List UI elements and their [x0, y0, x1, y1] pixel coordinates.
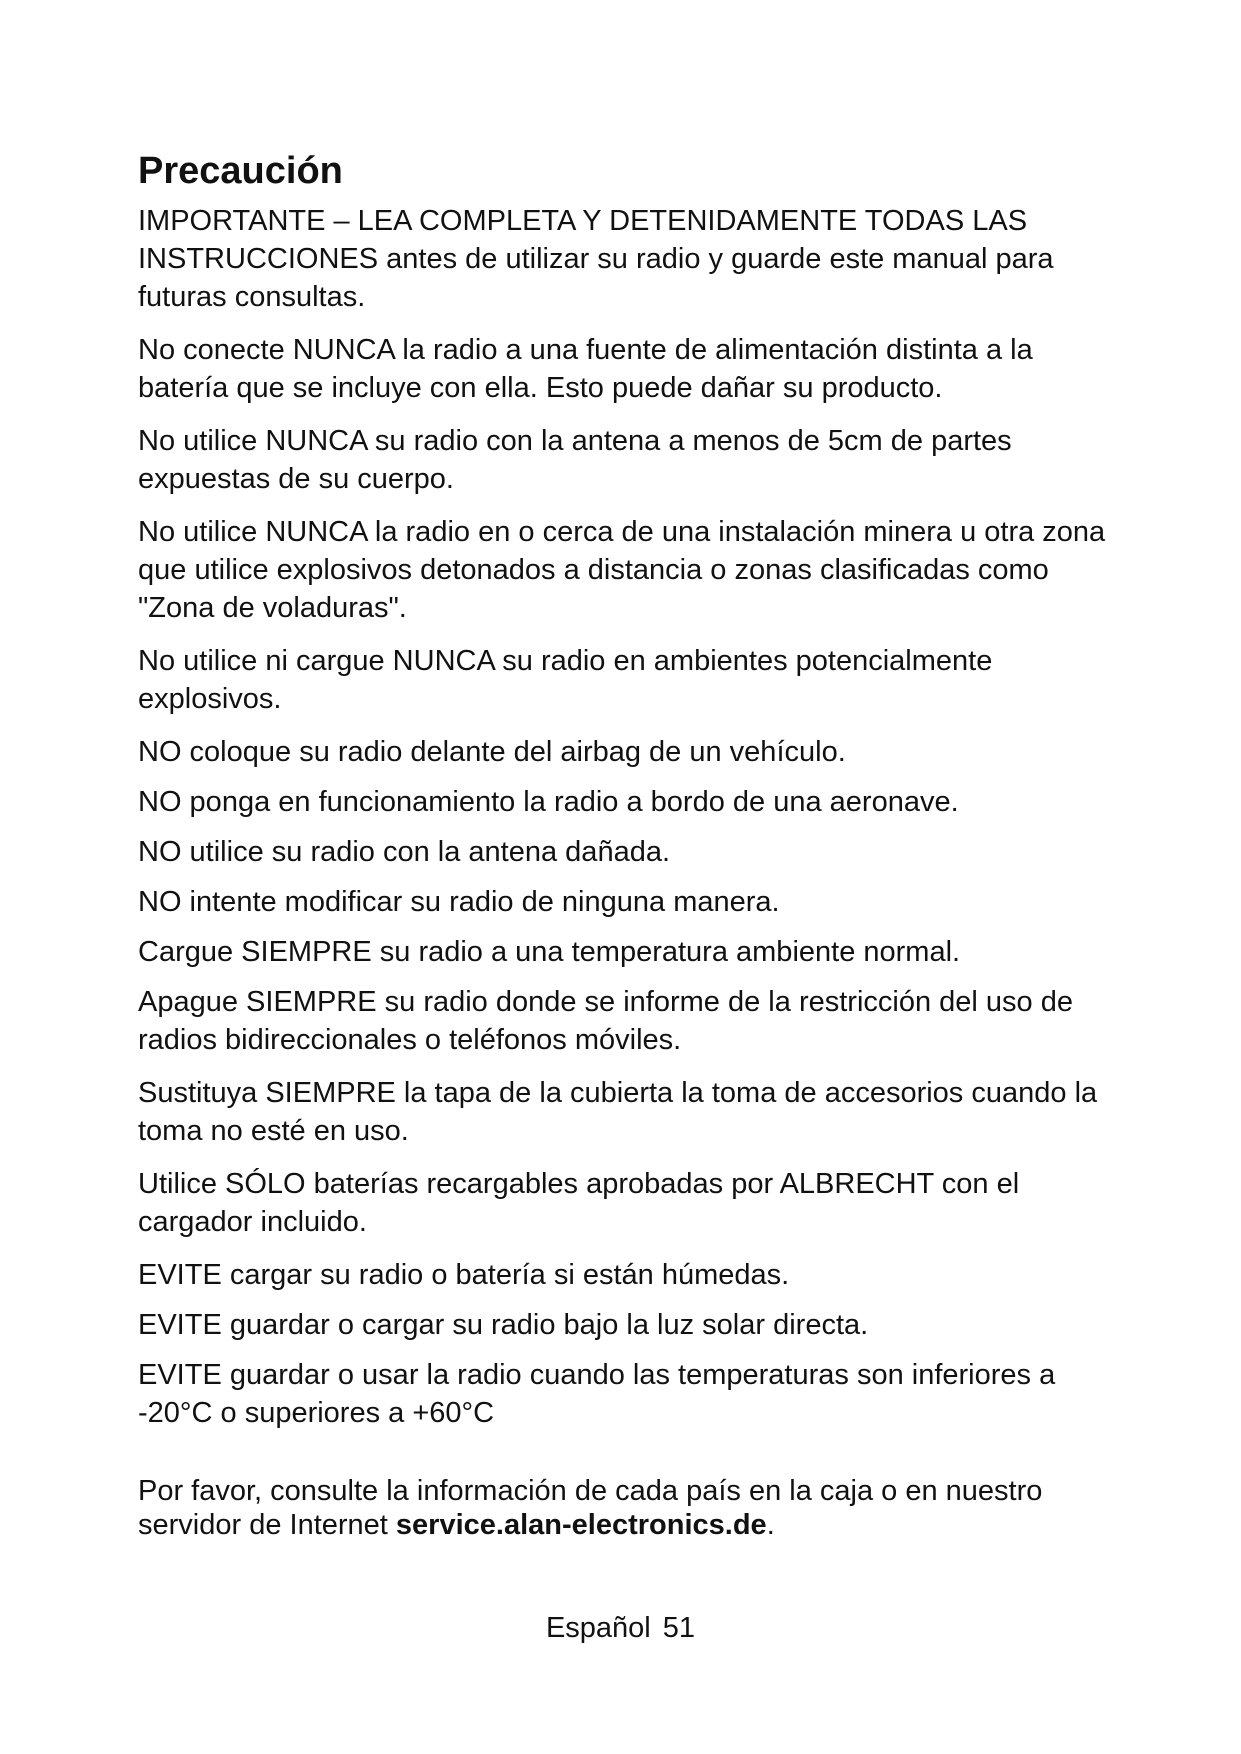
paragraph-charge-temperature: Cargue SIEMPRE su radio a una temperatura ambiente normal.: [138, 936, 961, 968]
document-page: [138, 146, 1128, 1542]
paragraph-temperature-range: EVITE guardar o usar la radio cuando las temperaturas son inferiores a -20°C o superiores a +60°C: [138, 1359, 1056, 1429]
paragraph-explosive-atmosphere: No utilice ni cargue NUNCA su radio en ambientes potencialmente explosivos.: [138, 645, 993, 715]
page-footer: [0, 1610, 1241, 1646]
paragraph-blasting-zone: No utilice NUNCA la radio en o cerca de una instalación minera u otra zona que utilice explosivos detonados a distancia o zonas clasificadas como "Zona de voladuras".: [138, 516, 1106, 624]
contact-text: Por favor, consulte la información de cada país en la caja o en nuestro servidor de Internet: [138, 1475, 1043, 1541]
page-number: 51: [662, 1612, 696, 1644]
page-title: Precaución: [138, 150, 343, 192]
footer-language: Español: [545, 1612, 651, 1644]
paragraph-important: IMPORTANTE – LEA COMPLETA Y DETENIDAMENTE TODAS LAS INSTRUCCIONES antes de utilizar su radio y guarde este manual para futuras consultas.: [138, 205, 1054, 313]
paragraph-antenna-distance: No utilice NUNCA su radio con la antena a menos de 5cm de partes expuestas de su cuerpo.: [138, 425, 1012, 495]
contact-paragraph: [138, 1474, 1128, 1542]
paragraph-approved-batteries: Utilice SÓLO baterías recargables aprobadas por ALBRECHT con el cargador incluido.: [138, 1168, 1020, 1238]
contact-end: .: [766, 1509, 775, 1541]
paragraph-sunlight: EVITE guardar o cargar su radio bajo la luz solar directa.: [138, 1309, 869, 1341]
paragraph-wet-charging: EVITE cargar su radio o batería si están húmedas.: [138, 1259, 790, 1291]
paragraph-airbag: NO coloque su radio delante del airbag de un vehículo.: [138, 736, 846, 768]
service-website-link[interactable]: service.alan-electronics.de: [395, 1509, 767, 1541]
paragraph-power-source: No conecte NUNCA la radio a una fuente de alimentación distinta a la batería que se incluye con ella. Esto puede dañar su producto.: [138, 334, 1033, 404]
paragraph-modify: NO intente modificar su radio de ninguna manera.: [138, 886, 780, 918]
paragraph-damaged-antenna: NO utilice su radio con la antena dañada.: [138, 836, 671, 868]
paragraph-aircraft: NO ponga en funcionamiento la radio a bordo de una aeronave.: [138, 786, 959, 818]
paragraph-accessory-cover: Sustituya SIEMPRE la tapa de la cubierta la toma de accesorios cuando la toma no esté en uso.: [138, 1077, 1098, 1147]
paragraph-switch-off: Apague SIEMPRE su radio donde se informe de la restricción del uso de radios bidireccionales o teléfonos móviles.: [138, 986, 1073, 1056]
